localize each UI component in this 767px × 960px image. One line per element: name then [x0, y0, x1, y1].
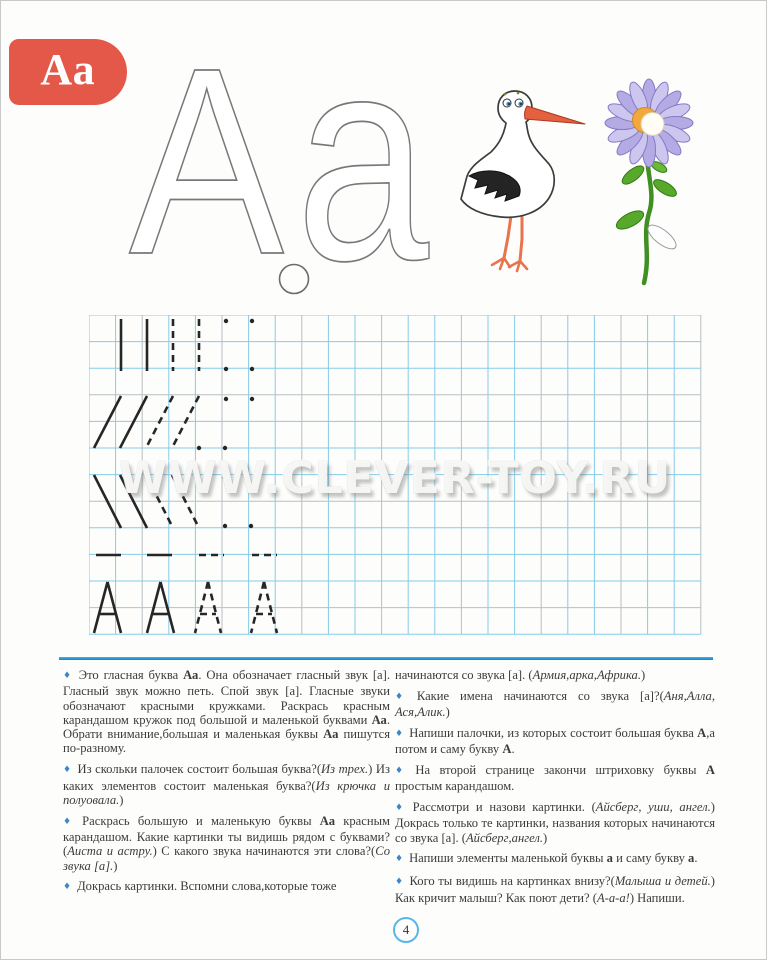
guide-dot	[223, 524, 227, 528]
stork-head-spot	[517, 92, 520, 95]
stork-leg-icon	[520, 217, 522, 261]
page-number: 4	[402, 922, 410, 937]
instruction-text: красным карандашом. Какие картинки ты видишь рядом с буквами?(	[63, 813, 390, 859]
instruction-text: Докрась картинки. Вспомни слова,которые тоже	[77, 879, 337, 894]
instruction-text: и саму букву	[612, 851, 689, 866]
bullet-diamond-icon: ♦	[63, 671, 73, 681]
stork-leg-icon	[504, 216, 511, 258]
watermark: WWW.CLEVER-TOY.RU	[118, 453, 672, 504]
letter-badge-label: Аа	[40, 44, 96, 94]
instruction-paragraph	[395, 800, 715, 845]
instruction-text: Напиши элементы маленькой буквы	[409, 851, 607, 866]
instruction-text: Из скольки палочек состоит большая буква?(	[77, 762, 322, 777]
instruction-text: Аиста и астру.	[67, 844, 153, 859]
instruction-text: Какие имена начинаются со звука [а]?(	[416, 688, 664, 703]
instruction-paragraph	[395, 726, 715, 757]
guide-dot	[250, 397, 254, 401]
practice-stroke	[94, 396, 121, 448]
instruction-text: )	[113, 858, 118, 873]
flower-center-white	[641, 113, 664, 136]
outline-letters	[109, 41, 469, 311]
stork-eye-pupil	[508, 103, 510, 105]
instruction-text: Кого ты видишь на картинках внизу?(	[409, 874, 615, 889]
instruction-text: Напиши палочки, из которых состоит большая буква	[409, 725, 698, 740]
bullet-diamond-icon: ♦	[395, 854, 404, 865]
instruction-text: ) Докрась только те картинки, названия которых начинаются со звука [а]. (	[395, 800, 715, 845]
stork-eye-pupil	[520, 103, 522, 105]
bullet-diamond-icon: ♦	[395, 728, 404, 739]
instruction-text: Из крючка и полуовала.	[63, 778, 390, 807]
flower-leaf-icon	[619, 163, 646, 188]
instruction-text: . Она обозначает гласный звук [а]. Гласный звук можно петь. Спой звук [а]. Гласные звуки обозначают красными кружками. Раскрась красным карандашом кружок под большой и маленькой буквами	[63, 668, 390, 727]
instruction-text: Айсберг,ангел.	[465, 830, 544, 845]
instruction-text: А	[697, 725, 707, 740]
instructions-column-left	[63, 668, 390, 902]
instruction-text: ,а потом и саму букву	[395, 725, 715, 757]
guide-dot	[250, 319, 254, 323]
bullet-diamond-icon: ♦	[63, 765, 72, 776]
instruction-paragraph	[63, 814, 390, 873]
page-number-badge	[393, 917, 419, 943]
separator-rule	[59, 657, 713, 660]
instruction-text: Это гласная буква	[78, 668, 184, 682]
guide-dot	[224, 367, 228, 371]
instruction-paragraph	[63, 879, 390, 895]
instruction-text: ) Напиши.	[629, 890, 685, 905]
instruction-text: Айсберг, уши, ангел.	[595, 800, 711, 815]
instruction-text: А-а-а!	[596, 890, 630, 905]
instruction-text: .	[694, 851, 698, 866]
bullet-diamond-icon: ♦	[395, 877, 404, 888]
outline-letter-lowercase: а	[296, 41, 431, 311]
bullet-diamond-icon: ♦	[395, 765, 410, 776]
instruction-text: Аа	[183, 668, 199, 682]
practice-stroke	[120, 396, 147, 448]
flower-leaf-icon	[651, 176, 679, 199]
instruction-text: )	[119, 792, 124, 807]
instruction-paragraph	[395, 689, 715, 720]
outline-letter-uppercase: А	[129, 41, 286, 310]
instruction-text: а	[688, 851, 695, 866]
instruction-text: ) Как кричит малыш? Как поют дети? (	[395, 874, 715, 905]
guide-dot	[249, 524, 253, 528]
instruction-text: )	[641, 668, 646, 682]
flower-leaf-icon	[614, 207, 647, 233]
guide-dot	[197, 446, 201, 450]
guide-dot	[196, 475, 200, 479]
instruction-paragraph	[395, 668, 715, 682]
instruction-text: Аа	[371, 712, 387, 727]
aster-flower-illustration	[599, 71, 709, 291]
instruction-paragraph	[63, 668, 390, 756]
instruction-text: а	[606, 851, 613, 866]
instruction-text: Из трех.	[321, 762, 369, 777]
practice-grid	[89, 315, 702, 635]
instruction-text: пишутся по-разному.	[63, 727, 390, 756]
instruction-text: Раскрась большую и маленькую буквы	[82, 813, 320, 828]
instruction-text: А	[502, 742, 512, 757]
instruction-text: начинаются со звука [а]. (	[395, 668, 533, 682]
instruction-text: А	[705, 762, 715, 777]
stork-beak-icon	[525, 106, 585, 124]
bullet-diamond-icon: ♦	[63, 882, 72, 893]
instruction-text: Малыша и детей.	[614, 874, 711, 889]
instruction-text: Со звука [а].	[63, 844, 390, 873]
bullet-diamond-icon: ♦	[395, 691, 411, 702]
instruction-paragraph	[395, 763, 715, 794]
practice-strokes	[94, 319, 277, 633]
instruction-text: )	[543, 830, 548, 845]
instruction-paragraph	[63, 762, 390, 807]
instruction-text: Армия,арка,Африка.	[532, 668, 641, 682]
instruction-text: На второй странице закончи штриховку буквы	[415, 762, 706, 777]
guide-dot	[222, 475, 226, 479]
stork-foot-icon	[509, 261, 527, 271]
stork-illustration	[459, 86, 589, 281]
instruction-paragraph	[395, 851, 715, 867]
instruction-text: Аня,Алла, Ася,Алик.	[395, 688, 715, 720]
guide-dot	[223, 446, 227, 450]
guide-dot	[224, 397, 228, 401]
instruction-text: .	[511, 742, 515, 757]
stork-foot-icon	[492, 258, 510, 269]
stork-head-spot	[504, 93, 507, 96]
instruction-text: Аа	[323, 727, 339, 742]
grid-lines	[89, 315, 701, 634]
instruction-text: )	[445, 705, 450, 720]
guide-dot	[250, 367, 254, 371]
instruction-text: . Обрати внимание,большая и маленькая буквы	[63, 712, 390, 742]
bullet-diamond-icon: ♦	[395, 803, 407, 814]
instruction-text: Рассмотри и назови картинки. (	[412, 800, 596, 815]
instruction-text: ) Из каких элементов состоит маленькая буква?(	[63, 762, 390, 793]
instruction-text: простым карандашом.	[395, 779, 515, 794]
bullet-diamond-icon: ♦	[63, 816, 77, 827]
guide-dot	[224, 319, 228, 323]
instruction-paragraph	[395, 874, 715, 905]
flower-leaf-outline-icon	[644, 221, 679, 253]
instruction-text: Аа	[319, 813, 336, 828]
instructions-column-right	[395, 668, 715, 911]
instruction-text: ) С какого звука начинаются эти слова?(	[152, 844, 376, 859]
